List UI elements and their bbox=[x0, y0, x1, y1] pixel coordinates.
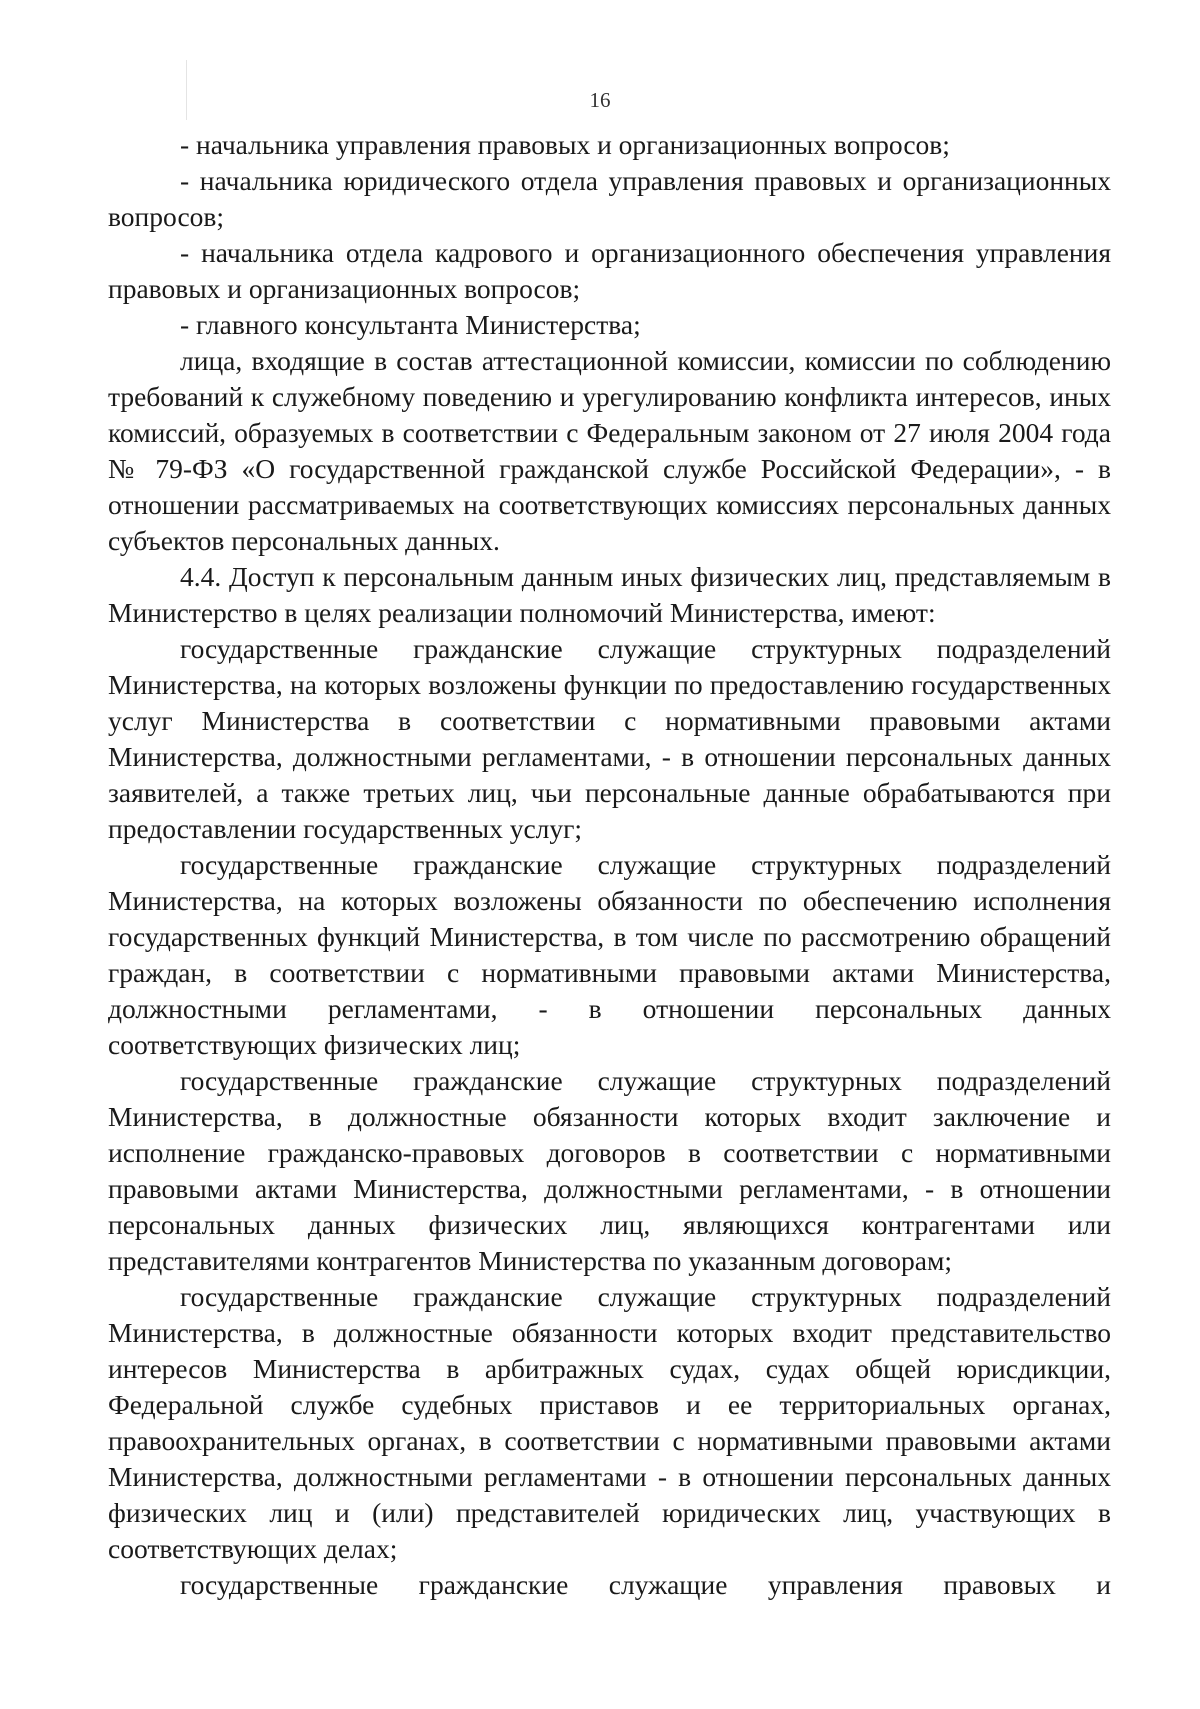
paragraph-6: 4.4. Доступ к персональным данным иных физических лиц, представляемым в Министерство в целях реализации полномочий Министерства, имеют: bbox=[108, 561, 1111, 628]
paragraph-4: - главного консультанта Министерства; bbox=[180, 309, 641, 340]
page-number: 16 bbox=[589, 88, 611, 112]
paragraph-9: государственные гражданские служащие структурных подразделений Министерства, в должностные обязанности которых входит заключение и исполнение гражданско-правовых договоров в соответствии с нормативными правовыми актами Министерства, должностными регламентами, - в отношении персональных данных физических лиц, являющихся контрагентами или представителями контрагентов Министерства по указанным договорам; bbox=[108, 1065, 1111, 1276]
paragraph-8: государственные гражданские служащие структурных подразделений Министерства, на которых возложены обязанности по обеспечению исполнения государственных функций Министерства, в том числе по рассмотрению обращений граждан, в соответствии с нормативными правовыми актами Министерства, должностными регламентами, - в отношении персональных данных соответствующих физических лиц; bbox=[108, 849, 1111, 1060]
paragraph-5: лица, входящие в состав аттестационной комиссии, комиссии по соблюдению требований к служебному поведению и урегулированию конфликта интересов, иных комиссий, образуемых в соответствии с Федеральным законом от 27 июля 2004 года № 79-ФЗ «О государственной гражданской службе Российской Федерации», - в отношении рассматриваемых на соответствующих комиссиях персональных данных субъектов персональных данных. bbox=[108, 345, 1111, 556]
paragraph-7: государственные гражданские служащие структурных подразделений Министерства, на которых возложены функции по предоставлению государственных услуг Министерства в соответствии с нормативными правовыми актами Министерства, должностными регламентами, - в отношении персональных данных заявителей, а также третьих лиц, чьи персональные данные обрабатываются при предоставлении государственных услуг; bbox=[108, 633, 1111, 844]
paragraph-2: - начальника юридического отдела управления правовых и организационных вопросов; bbox=[108, 165, 1111, 232]
paragraph-1: - начальника управления правовых и организационных вопросов; bbox=[180, 129, 950, 160]
paragraph-10: государственные гражданские служащие структурных подразделений Министерства, в должностные обязанности которых входит представительство интересов Министерства в арбитражных судах, судах общей юрисдикции, Федеральной службе судебных приставов и ее территориальных органах, правоохранительных органах, в соответствии с нормативными правовыми актами Министерства, должностными регламентами - в отношении персональных данных физических лиц и (или) представителей юридических лиц, участвующих в соответствующих делах; bbox=[108, 1281, 1111, 1564]
paragraph-11: государственные гражданские служащие управления правовых и bbox=[180, 1569, 1111, 1600]
paragraph-3: - начальника отдела кадрового и организационного обеспечения управления правовых и организационных вопросов; bbox=[108, 237, 1111, 304]
document-body bbox=[108, 127, 1111, 1603]
